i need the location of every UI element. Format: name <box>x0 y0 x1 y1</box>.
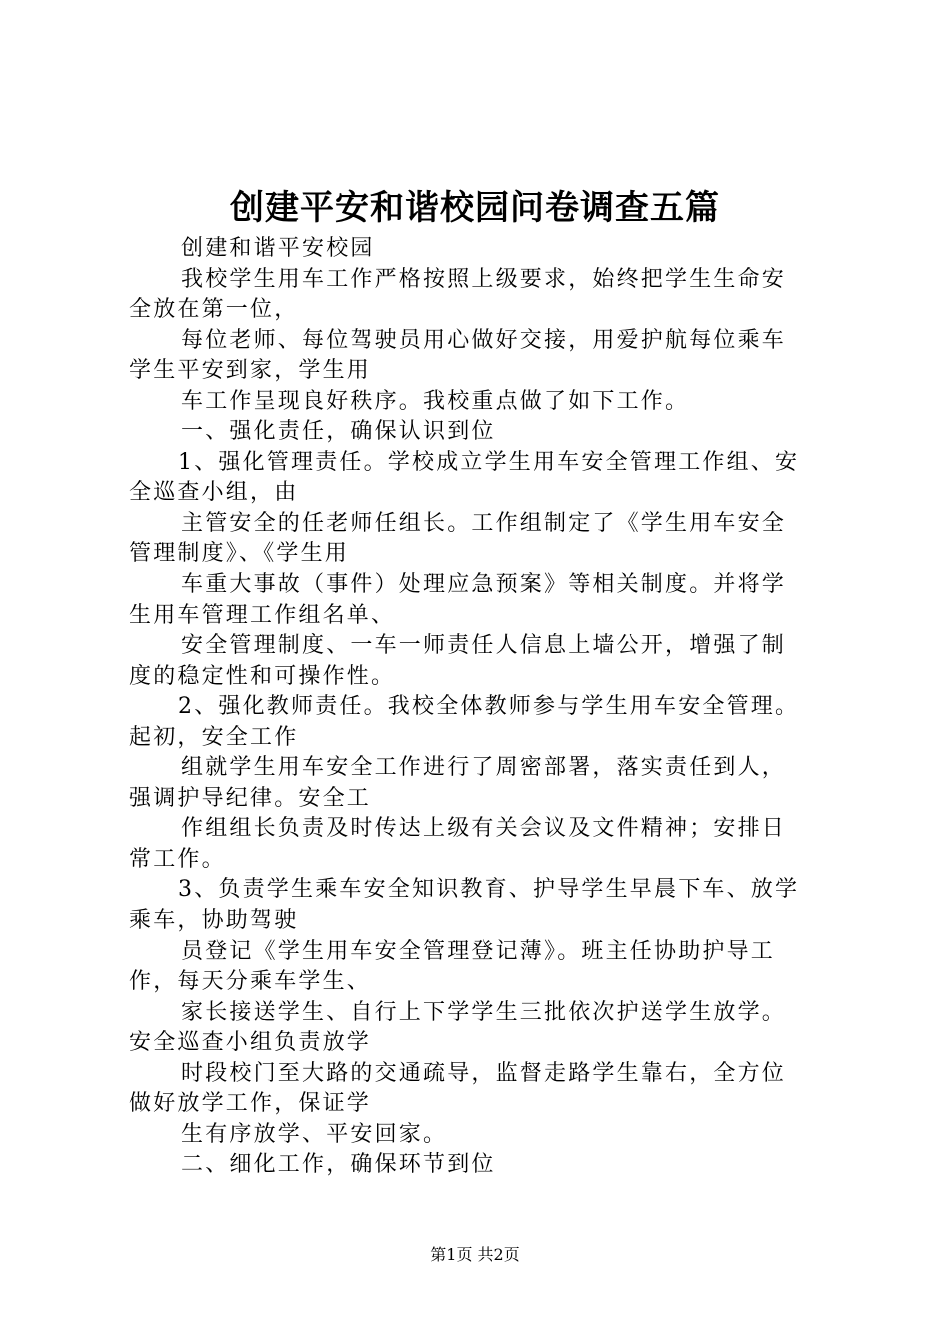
text-line: 1、强化管理责任。学校成立学生用车安全管理工作组、安 <box>178 449 800 475</box>
text-line: 组就学生用车安全工作进行了周密部署，落实责任到人， <box>181 755 787 781</box>
page-footer: 第1页 共2页 <box>430 1245 520 1264</box>
text-line: 管理制度》、《学生用 <box>129 541 350 567</box>
text-line: 乘车，协助驾驶 <box>129 908 299 934</box>
text-line: 3、负责学生乘车安全知识教育、护导学生早晨下车、放学 <box>178 877 800 903</box>
text-line: 生用车管理工作组名单、 <box>129 602 396 628</box>
text-line: 主管安全的任老师任组长。工作组制定了《学生用车安全 <box>181 510 787 536</box>
text-line: 学生平安到家，学生用 <box>129 358 372 384</box>
text-line: 车工作呈现良好秩序。我校重点做了如下工作。 <box>181 388 690 414</box>
text-line: 2、强化教师责任。我校全体教师参与学生用车安全管理。 <box>178 694 800 720</box>
text-line: 家长接送学生、自行上下学学生三批依次护送学生放学。 <box>181 999 787 1025</box>
text-line: 度的稳定性和可操作性。 <box>129 663 396 689</box>
text-line: 安全巡查小组负责放学 <box>129 1030 372 1056</box>
text-line: 二、细化工作，确保环节到位 <box>181 1152 496 1178</box>
document-body <box>129 234 834 1181</box>
text-line: 创建和谐平安校园 <box>181 236 375 261</box>
text-line: 作，每天分乘车学生、 <box>129 969 372 995</box>
text-line: 全巡查小组，由 <box>129 480 299 506</box>
text-line: 全放在第一位， <box>129 297 299 323</box>
text-line: 一、强化责任，确保认识到位 <box>181 419 496 445</box>
text-line: 常工作。 <box>129 846 226 872</box>
text-line: 我校学生用车工作严格按照上级要求，始终把学生生命安 <box>181 266 787 292</box>
text-line: 做好放学工作，保证学 <box>129 1091 372 1117</box>
text-line: 车重大事故（事件）处理应急预案》等相关制度。并将学 <box>181 572 787 598</box>
text-line: 作组组长负责及时传达上级有关会议及文件精神；安排日 <box>181 816 787 842</box>
text-line: 安全管理制度、一车一师责任人信息上墙公开，增强了制 <box>181 633 787 659</box>
document-title: 创建平安和谐校园问卷调查五篇 <box>230 188 720 228</box>
text-line: 时段校门至大路的交通疏导，监督走路学生靠右，全方位 <box>181 1060 787 1086</box>
text-line: 起初，安全工作 <box>129 724 299 750</box>
text-line: 每位老师、每位驾驶员用心做好交接，用爱护航每位乘车 <box>181 327 787 353</box>
text-line: 强调护导纪律。安全工 <box>129 785 372 811</box>
text-line: 生有序放学、平安回家。 <box>181 1121 448 1147</box>
text-line: 员登记《学生用车安全管理登记薄》。班主任协助护导工 <box>181 938 776 964</box>
